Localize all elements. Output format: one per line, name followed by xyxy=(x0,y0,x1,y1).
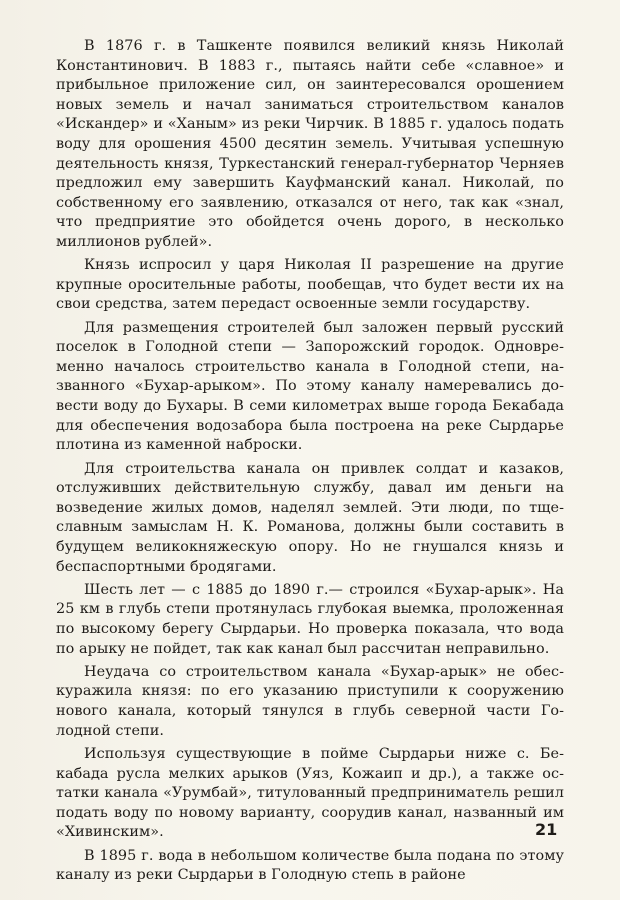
paragraph-3: Для размещения строителей был заложен первый русский поселок в Голодной степи — Запорожский городок. Одновременно началось строительство канала в Голодной степи, названного «Бухар-арыком». По этому каналу намеревались довести воду до Бухары. В семи километрах выше города Бекабада для обеспечения водозабора была построена на реке Сырдарье плотина из каменной наброски. xyxy=(56,319,564,454)
paragraph-1: В 1876 г. в Ташкенте появился великий князь Николай Константинович. В 1883 г., пытаясь найти себе «славное» и прибыльное приложение сил, он заинтересовался орошением новых земель и начал заниматься строительством каналов «Искандер» и «Ханым» из реки Чирчик. В 1885 г. удалось подать воду для орошения 4500 десятин земель. Учитывая успешную деятельность князя, Туркестанский генерал-губернатор Черняев предложил ему завершить Кауфманский канал. Николай, по собственному его заявлению, отказался от него, так как «знал, что предприятие это обойдется очень дорого, в несколько миллионов рублей». xyxy=(56,38,564,250)
paragraph-5: Шесть лет — с 1885 до 1890 г.— строился «Бухар-арык». На 25 км в глубь степи протянулась глубокая выемка, проложенная по высокому берегу Сырдарьи. Но проверка показала, что вода по арыку не пойдет, так как канал был рассчитан неправильно. xyxy=(56,581,564,657)
paragraph-8: В 1895 г. вода в небольшом количестве была подана по этому каналу из реки Сырдарьи в Голодную степь в районе xyxy=(56,847,564,884)
paragraph-7: Используя существующие в пойме Сырдарьи ниже с. Бекабада русла мелких арыков (Уяз, Кожаип и др.), а также остатки канала «Урумбай», титулованный предприниматель решил подать воду по новому варианту, соорудив канал, названный им «Хивинским». xyxy=(56,745,564,841)
paragraph-2: Князь испросил у царя Николая II разрешение на другие крупные оросительные работы, пообещав, что будет вести их на свои средства, затем передаст освоенные земли государству. xyxy=(56,257,564,313)
paragraph-6: Неудача со строительством канала «Бухар-арык» не обескуражила князя: по его указанию приступили к сооружению нового канала, который тянулся в глубь северной части Голодной степи. xyxy=(56,663,564,739)
page-number: 21 xyxy=(535,820,558,839)
paragraph-4: Для строительства канала он привлек солдат и казаков, отслуживших действительную службу, давал им деньги на возведение жилых домов, наделял землей. Эти люди, по тщеславным замыслам Н. К. Романова, должны были составить в будущем великокняжескую опору. Но не гнушался князь и беспаспортными бродягами. xyxy=(56,460,564,575)
body-text xyxy=(56,37,564,889)
